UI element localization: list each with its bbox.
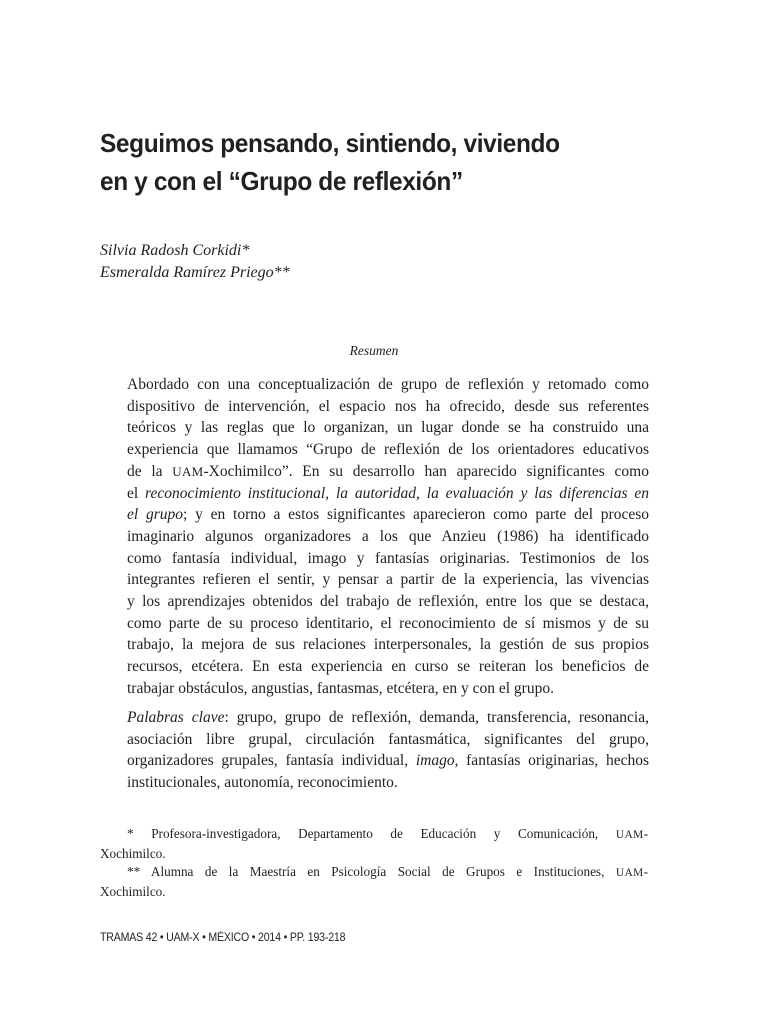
keywords-line: institucionales, autonomía, reconocimiento.: [127, 774, 398, 792]
author-list: [100, 240, 290, 284]
abstract-line: Abordado con una conceptualización de grupo de reflexión y retomado como: [127, 376, 649, 393]
abstract-line: como parte de su proceso identitario, el reconocimiento de sí mismos y de su: [127, 614, 649, 632]
abstract-text: de la: [127, 462, 173, 480]
keywords-emphasis: imago: [415, 752, 455, 770]
keywords-line: [127, 750, 649, 772]
institution-abbrev: UAM: [172, 463, 204, 479]
keywords-label: Palabras clave: [127, 709, 225, 726]
keywords-line: asociación libre grupal, circulación fantasmática, significantes del grupo,: [127, 730, 649, 748]
abstract-line: recursos, etcétera. En esta experiencia en curso se reiteran los beneficios de: [127, 658, 649, 676]
footnote-text: ** Alumna de la Maestría en Psicología Social de Grupos e Instituciones,: [127, 864, 616, 879]
footnote-text: -: [643, 864, 648, 879]
abstract-line: y los aprendizajes obtenidos del trabajo de reflexión, entre los que se destaca,: [127, 593, 649, 611]
keywords-line: [127, 707, 649, 729]
abstract-emphasis: el grupo: [127, 506, 183, 524]
institution-abbrev: UAM: [615, 829, 644, 841]
footnote-2-continuation: Xochimilco.: [100, 883, 166, 899]
abstract-text: ; y en torno a estos significantes aparecieron como parte del proceso: [183, 506, 649, 524]
keywords-text: : grupo, grupo de reflexión, demanda, transferencia, resonancia,: [224, 709, 649, 726]
footnote-1-continuation: Xochimilco.: [100, 845, 166, 861]
title-line-2: en y con el “Grupo de reflexión”: [100, 166, 463, 196]
abstract-line: como fantasía individual, imago y fantasías originarias. Testimonios de los: [127, 549, 649, 567]
abstract-line: imaginario algunos organizadores a los que Anzieu (1986) ha identificado: [127, 527, 649, 545]
abstract-emphasis: reconocimiento institucional, la autoridad, la evaluación y las diferencias en: [145, 484, 649, 502]
keywords-text: , fantasías originarias, hechos: [454, 752, 649, 770]
abstract-line: experiencia que llamamos “Grupo de reflexión de los orientadores educativos: [127, 441, 649, 459]
journal-citation-footer: TRAMAS 42 • UAM-X • MÉXICO • 2014 • PP. 193-218: [100, 932, 346, 944]
footnotes: [100, 825, 648, 901]
abstract-heading: Resumen: [349, 343, 399, 358]
abstract-line: teóricos y las reglas que lo organizan, un lugar donde se ha construido una: [127, 419, 649, 437]
institution-abbrev: UAM: [615, 867, 644, 879]
abstract-text: el: [127, 484, 146, 502]
abstract-line: [127, 504, 649, 526]
footnote-2: [100, 863, 648, 883]
author-1: Silvia Radosh Corkidi*: [100, 242, 250, 259]
abstract-line: trabajar obstáculos, angustias, fantasmas, etcétera, en y con el grupo.: [127, 679, 554, 697]
abstract-line: trabajo, la mejora de sus relaciones interpersonales, la gestión de sus propios: [127, 636, 649, 654]
footnote-text: -: [643, 826, 648, 841]
footnote-text: * Profesora-investigadora, Departamento de Educación y Comunicación,: [127, 826, 616, 841]
title-line-1: Seguimos pensando, sintiendo, viviendo: [100, 128, 560, 158]
author-2: Esmeralda Ramírez Priego**: [100, 264, 290, 281]
abstract-line: integrantes refieren el sentir, y pensar a partir de la experiencia, las vivencias: [127, 571, 649, 589]
keywords-paragraph: [127, 707, 649, 794]
article-title: [100, 124, 626, 200]
abstract-text: -Xochimilco”. En su desarrollo han aparecido significantes como: [203, 462, 649, 480]
abstract-line: [127, 461, 649, 483]
keywords-text: organizadores grupales, fantasía individual,: [127, 752, 416, 770]
abstract-line: dispositivo de intervención, el espacio nos ha ofrecido, desde sus referentes: [127, 397, 649, 415]
abstract-body: [127, 374, 649, 700]
abstract-line: [127, 483, 649, 505]
footnote-1: [100, 825, 648, 845]
